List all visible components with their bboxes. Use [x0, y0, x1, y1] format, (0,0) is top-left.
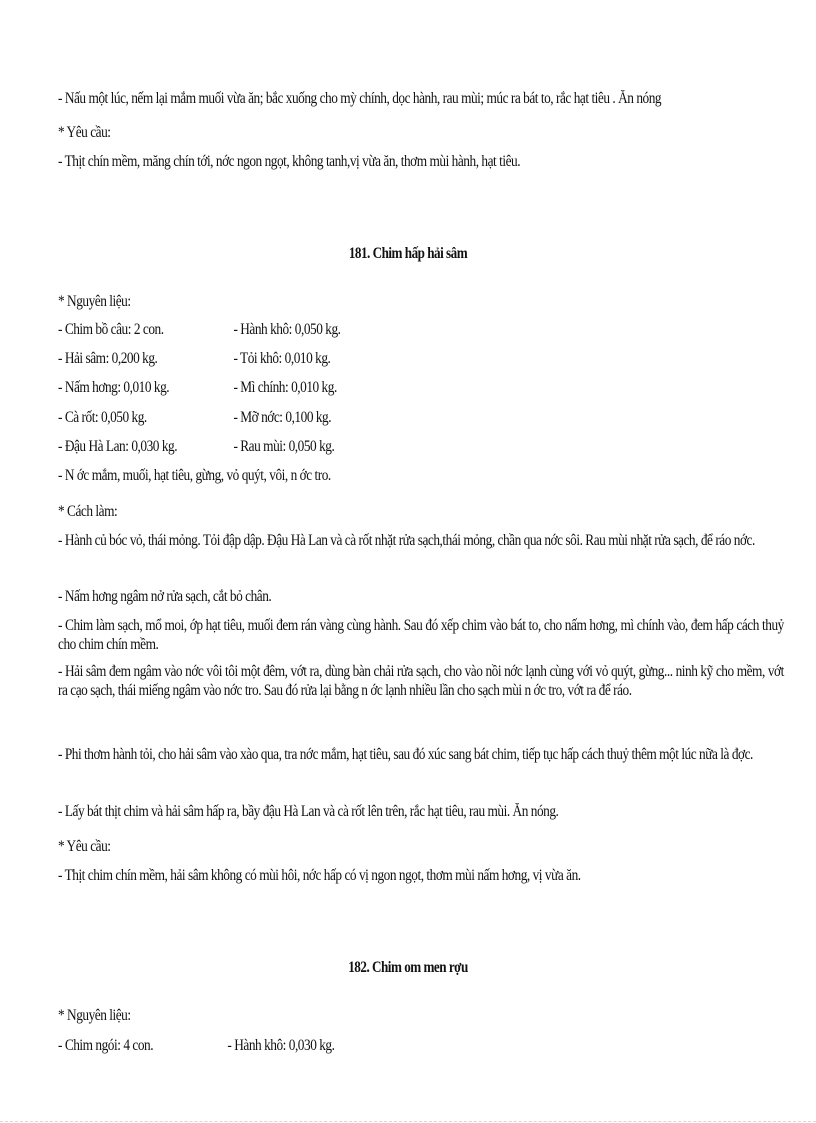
ingredient-right: - Rau mùi: 0,050 kg.	[233, 438, 335, 455]
ingredient-right: - Hành khô: 0,050 kg.	[233, 321, 341, 338]
recipe-181-requirement-heading: * Yêu cầu:	[58, 838, 111, 855]
ingredient-row	[58, 437, 682, 456]
ingredient-left: - Cà rốt: 0,050 kg.	[58, 409, 147, 426]
ingredient-left: - Hải sâm: 0,200 kg.	[58, 350, 158, 367]
ingredient-right: - Mì chính: 0,010 kg.	[233, 379, 337, 396]
ingredient-row	[58, 349, 682, 368]
ingredient-row	[58, 1036, 682, 1055]
intro-requirement-heading: * Yêu cầu:	[58, 124, 111, 141]
ingredient-row	[58, 408, 682, 427]
recipe-181-method-heading: * Cách làm:	[58, 503, 118, 520]
ingredient-left: - Đậu Hà Lan: 0,030 kg.	[58, 438, 178, 455]
method-step: - Hành củ bóc vỏ, thái mỏng. Tỏi đập dập. Đậu Hà Lan và cà rốt nhặt rửa sạch,thái mỏng, chần qua nớc sôi. Rau mùi nhặt rửa sạch, để ráo nớc.	[58, 532, 755, 549]
ingredient-right: - Tỏi khô: 0,010 kg.	[233, 350, 331, 367]
recipe-182-ingredients-heading: * Nguyên liệu:	[58, 1007, 131, 1024]
ingredient-right: - Mỡ nớc: 0,100 kg.	[233, 409, 332, 426]
recipe-182-title: 182. Chim om men rợu	[348, 959, 468, 976]
intro-requirement: - Thịt chín mềm, măng chín tới, nớc ngon ngọt, không tanh,vị vừa ăn, thơm mùi hành, hạt tiêu.	[58, 153, 521, 170]
recipe-181-requirement: - Thịt chim chín mềm, hải sâm không có mùi hôi, nớc hấp có vị ngon ngọt, thơm mùi nấm hơng, vị vừa ăn.	[58, 867, 581, 884]
method-step: - Hải sâm đem ngâm vào nớc vôi tôi một đêm, vớt ra, dùng bàn chải rửa sạch, cho vào nồi nớc lạnh cùng với vỏ quýt, gừng... ninh kỹ cho mềm, vớt ra cạo sạch, thái miếng ngâm vào nớc tro. Sau đó rửa lại bằng n ớc lạnh nhiều lần cho sạch mùi n ớc tro, vớt ra để ráo.	[58, 663, 784, 699]
method-step: - Nấm hơng ngâm nở rửa sạch, cắt bỏ chân.	[58, 588, 272, 605]
ingredient-extra: - N ớc mắm, muối, hạt tiêu, gừng, vỏ quýt, vôi, n ớc tro.	[58, 467, 331, 484]
ingredient-left: - Chim ngói: 4 con.	[58, 1037, 154, 1054]
recipe-181-ingredients-heading: * Nguyên liệu:	[58, 293, 131, 310]
page-bottom-edge	[0, 1121, 816, 1122]
ingredient-right: - Hành khô: 0,030 kg.	[227, 1037, 335, 1054]
ingredient-row	[58, 320, 682, 339]
recipe-181-title: 181. Chim hấp hải sâm	[348, 245, 468, 262]
method-step: - Lấy bát thịt chim và hải sâm hấp ra, bầy đậu Hà Lan và cà rốt lên trên, rắc hạt tiêu, rau mùi. Ăn nóng.	[58, 803, 559, 820]
ingredient-left: - Nấm hơng: 0,010 kg.	[58, 379, 170, 396]
intro-step: - Nấu một lúc, nếm lại mắm muối vừa ăn; bắc xuống cho mỳ chính, dọc hành, rau mùi; múc ra bát to, rắc hạt tiêu . Ăn nóng	[58, 90, 662, 107]
ingredient-row	[58, 378, 682, 397]
method-step: - Chim làm sạch, mổ moi, ớp hạt tiêu, muối đem rán vàng cùng hành. Sau đó xếp chim vào bát to, cho nấm hơng, mì chính vào, đem hấp cách thuỷ cho chim chín mềm.	[58, 617, 784, 653]
ingredient-left: - Chim bồ câu: 2 con.	[58, 321, 164, 338]
method-step: - Phi thơm hành tỏi, cho hải sâm vào xào qua, tra nớc mắm, hạt tiêu, sau đó xúc sang bát chim, tiếp tục hấp cách thuỷ thêm một lúc nữa là đợc.	[58, 746, 753, 763]
